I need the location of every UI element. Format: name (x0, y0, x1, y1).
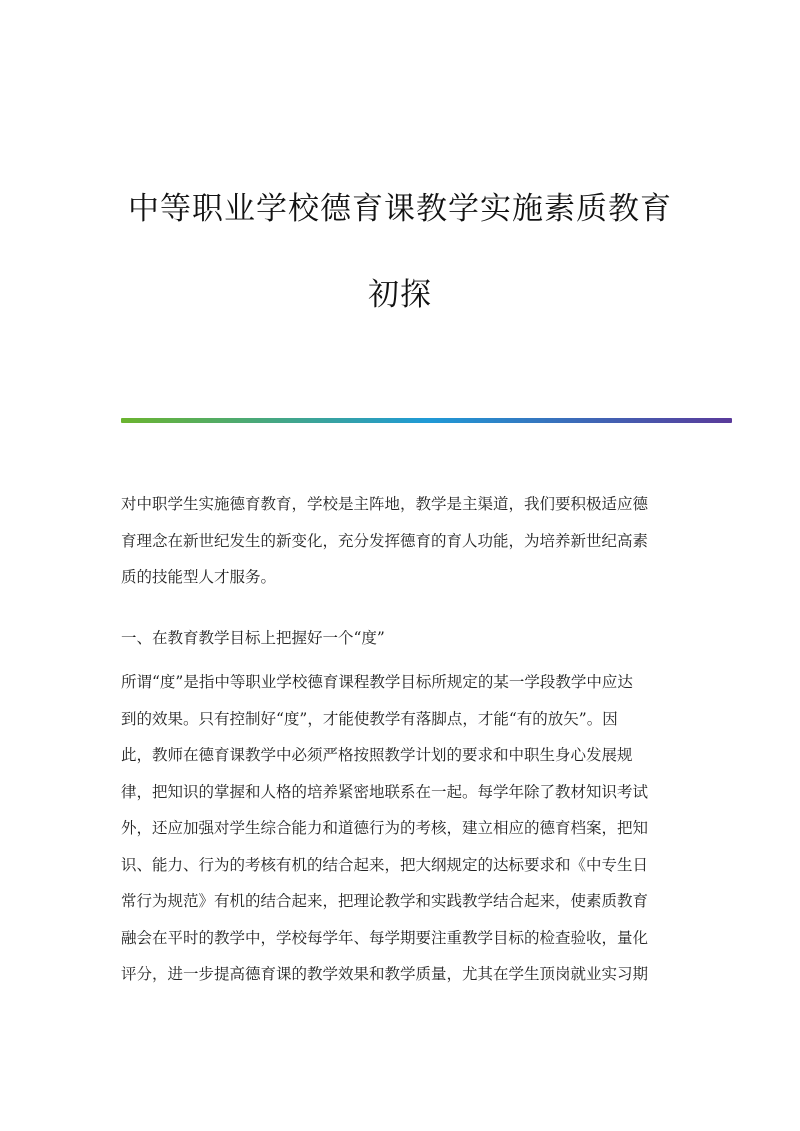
paragraph-line: 融会在平时的教学中，学校每学年、每学期要注重教学目标的检查验收，量化 (121, 928, 649, 947)
paragraph-section-1 (121, 664, 681, 993)
section-heading-1 (121, 620, 681, 657)
paragraph-line: 外，还应加强对学生综合能力和道德行为的考核，建立相应的德育档案，把知 (121, 819, 649, 837)
document-title-line-1: 中等职业学校德育课教学实施素质教育 (128, 191, 672, 227)
paragraph-intro (121, 486, 681, 596)
paragraph-line: 识、能力、行为的考核有机的结合起来，把大纲规定的达标要求和《中专生日 (121, 855, 649, 874)
paragraph-line: 所谓“度”是指中等职业学校德育课程教学目标所规定的某一学段教学中应达 (121, 673, 633, 691)
paragraph-line: 常行为规范》有机的结合起来，把理论教学和实践教学结合起来，使素质教育 (121, 892, 649, 910)
paragraph-line: 对中职学生实施德育教育，学校是主阵地，教学是主渠道，我们要积极适应德 (121, 495, 649, 513)
paragraph-line: 律，把知识的掌握和人格的培养紧密地联系在一起。每学年除了教材知识考试 (121, 782, 649, 801)
paragraph-line: 评分，进一步提高德育课的教学效果和教学质量，尤其在学生顶岗就业实习期 (121, 965, 649, 983)
title-divider (121, 418, 732, 423)
paragraph-line: 到的效果。只有控制好“度”，才能使教学有落脚点，才能“有的放矢”。因 (121, 709, 618, 728)
paragraph-line: 此，教师在德育课教学中必须严格按照教学计划的要求和中职生身心发展规 (121, 746, 633, 764)
document-title-line-2: 初探 (368, 277, 432, 313)
section-heading-text: 一、在教育教学目标上把握好一个“度” (121, 629, 385, 647)
paragraph-line: 育理念在新世纪发生的新变化，充分发挥德育的育人功能，为培养新世纪高素 (121, 531, 649, 550)
paragraph-line: 质的技能型人才服务。 (121, 568, 277, 586)
